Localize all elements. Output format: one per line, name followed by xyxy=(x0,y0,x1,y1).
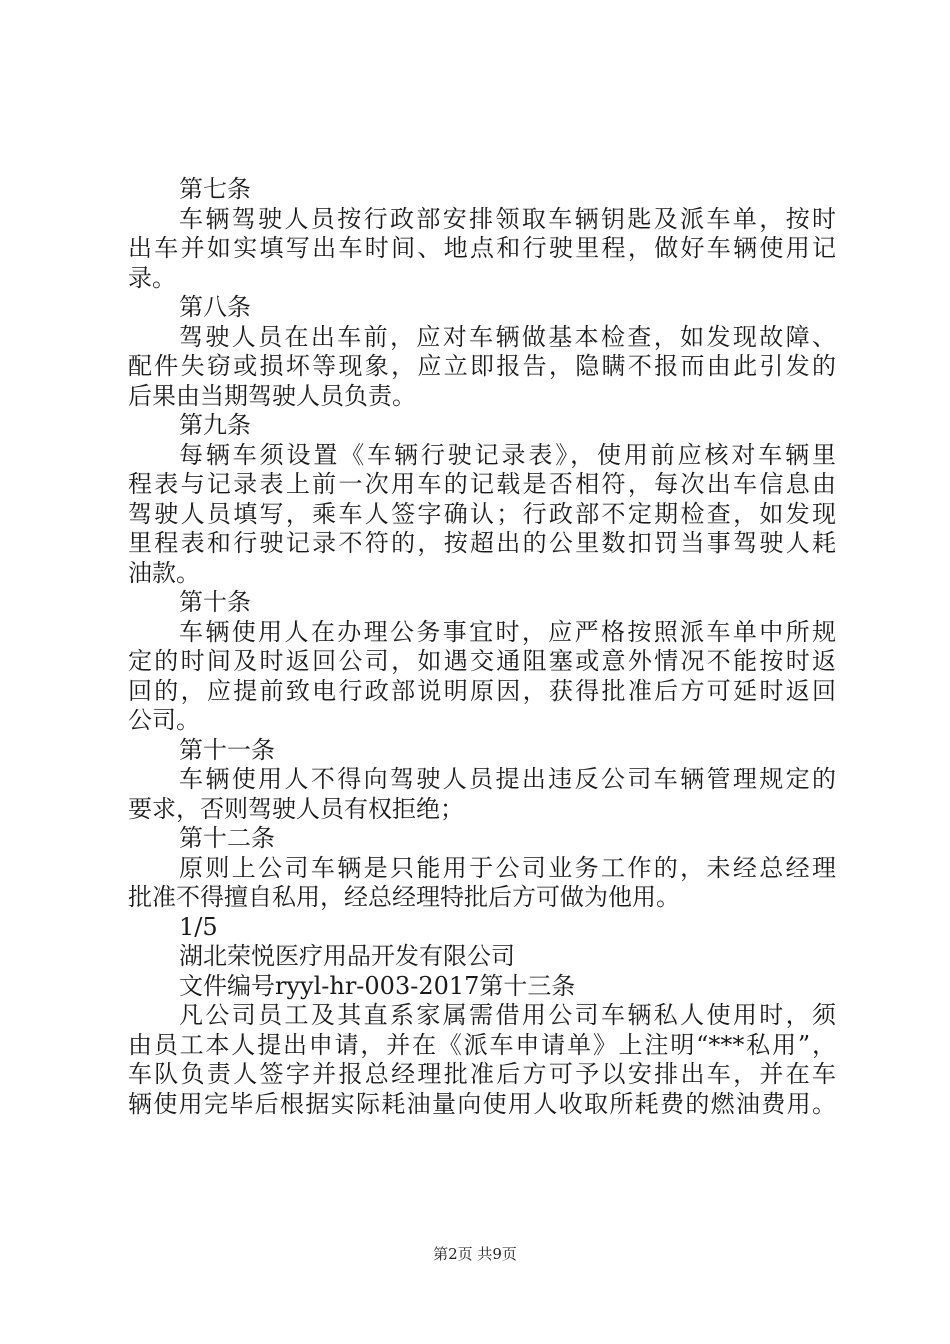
paragraph-line: 批准不得擅自私用，经总经理特批后方可做为他用。 xyxy=(128,883,680,911)
article-heading: 湖北荣悦医疗用品开发有限公司 xyxy=(179,942,515,970)
paragraph-line: 配件失窃或损坏等现象，应立即报告，隐瞒不报而由此引发的 xyxy=(128,352,836,380)
paragraph-line: 车辆使用人在办理公务事宜时，应严格按照派车单中所规 xyxy=(179,617,836,646)
paragraph-line: 车辆使用人不得向驾驶人员提出违反公司车辆管理规定的 xyxy=(179,765,836,793)
paragraph-line: 里程表和行驶记录不符的，按超出的公里数扣罚当事驾驶人耗 xyxy=(128,529,836,557)
paragraph-line: 辆使用完毕后根据实际耗油量向使用人收取所耗费的燃油费用。 xyxy=(128,1089,836,1118)
article-heading: 1/5 xyxy=(179,912,218,941)
paragraph-line: 录。 xyxy=(128,263,176,292)
paragraph-line: 后果由当期驾驶人员负责。 xyxy=(128,381,416,410)
paragraph-line: 公司。 xyxy=(128,706,200,734)
paragraph-line: 定的时间及时返回公司，如遇交通阻塞或意外情况不能按时返 xyxy=(128,647,836,675)
paragraph-line: 出车并如实填写出车时间、地点和行驶里程，做好车辆使用记 xyxy=(128,234,836,262)
paragraph-line: 车队负责人签字并报总经理批准后方可予以安排出车，并在车 xyxy=(128,1060,836,1088)
article-heading: 第十条 xyxy=(179,588,251,616)
article-heading: 第九条 xyxy=(179,411,251,439)
article-heading: 第十一条 xyxy=(179,735,275,764)
paragraph-line: 车辆驾驶人员按行政部安排领取车辆钥匙及派车单，按时 xyxy=(179,204,836,233)
page-footer: 第2页 共9页 xyxy=(433,1245,517,1263)
paragraph-line: 回的，应提前致电行政部说明原因，获得批准后方可延时返回 xyxy=(128,676,836,705)
paragraph-line: 油款。 xyxy=(128,558,200,587)
article-heading: 第十二条 xyxy=(179,824,275,852)
paragraph-line: 驾驶人员在出车前，应对车辆做基本检查，如发现故障、 xyxy=(179,322,836,351)
paragraph-line: 驾驶人员填写，乘车人签字确认；行政部不定期检查，如发现 xyxy=(128,499,836,528)
document-body xyxy=(128,175,836,1119)
article-heading: 文件编号ryyl-hr-003-2017第十三条 xyxy=(179,971,576,1000)
article-heading: 第八条 xyxy=(179,293,251,321)
paragraph-line: 程表与记录表上前一次用车的记载是否相符，每次出车信息由 xyxy=(128,470,836,498)
paragraph-line: 每辆车须设置《车辆行驶记录表》，使用前应核对车辆里 xyxy=(179,440,836,469)
paragraph-line: 由员工本人提出申请，并在《派车申请单》上注明“***私用”， xyxy=(128,1030,836,1059)
article-heading: 第七条 xyxy=(179,175,251,203)
paragraph-line: 要求，否则驾驶人员有权拒绝； xyxy=(128,794,464,823)
paragraph-line: 凡公司员工及其直系家属需借用公司车辆私人使用时，须 xyxy=(179,1001,836,1029)
paragraph-line: 原则上公司车辆是只能用于公司业务工作的，未经总经理 xyxy=(179,853,836,882)
